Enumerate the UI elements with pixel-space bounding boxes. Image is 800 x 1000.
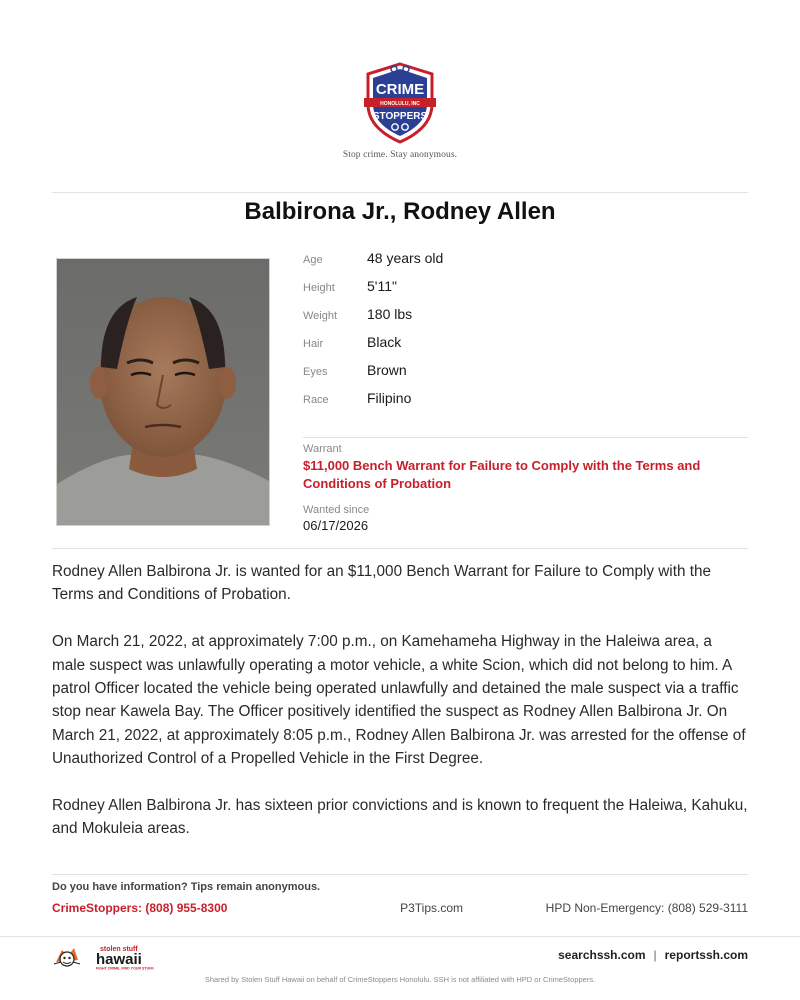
link-separator: | <box>653 948 657 962</box>
disclaimer: Shared by Stolen Stuff Hawaii on behalf of CrimeStoppers Honolulu. SSH is not affiliated with HPD or CrimeStoppers. <box>204 975 596 984</box>
logo-word-bottom: STOPPERS <box>372 111 428 122</box>
detail-value: 180 lbs <box>367 306 413 322</box>
detail-row-height <box>303 278 748 306</box>
detail-label: Height <box>303 282 335 294</box>
detail-row-eyes <box>303 362 748 390</box>
warrant-label: Warrant <box>303 443 342 455</box>
logo-ribbon: HONOLULU, INC <box>380 101 420 107</box>
logo-word-top: CRIME <box>375 81 425 98</box>
stolen-stuff-hawaii-logo <box>52 942 162 975</box>
divider <box>0 936 800 937</box>
reportssh-link[interactable]: reportssh.com <box>664 948 748 962</box>
suspect-name: Balbirona Jr., Rodney Allen <box>244 198 556 225</box>
tips-question: Do you have information? Tips remain anonymous. <box>52 881 321 893</box>
paragraph: On March 21, 2022, at approximately 7:00 p.m., on Kamehameha Highway in the Haleiwa area, a male suspect was unlawfully operating a motor vehicle, a white Scion, which did not belong to him. A patrol Officer located the vehicle being operated unlawfully and detained the male suspect via a traffic stop near Kawela Bay. The Officer positively identified the suspect as Rodney Allen Balbirona Jr. On March 21, 2022, at approximately 8:05 p.m., Rodney Allen Balbirona Jr. was arrested for the offense of Unauthorized Control of a Propelled Vehicle in the First Degree. <box>52 633 746 768</box>
detail-label: Hair <box>303 338 324 350</box>
mugshot-image <box>57 259 269 525</box>
suspect-details <box>303 250 748 418</box>
divider <box>52 548 748 549</box>
footer-links <box>558 948 748 962</box>
header <box>52 60 748 160</box>
detail-label: Weight <box>303 310 338 322</box>
crime-stoppers-logo <box>360 60 440 144</box>
detail-value: Filipino <box>367 390 412 406</box>
detail-row-weight <box>303 306 748 334</box>
detail-value: 48 years old <box>367 250 444 266</box>
case-description <box>52 560 748 864</box>
divider <box>52 192 748 193</box>
warrant-section <box>303 437 748 534</box>
paragraph: Rodney Allen Balbirona Jr. is wanted for an $11,000 Bench Warrant for Failure to Comply with the Terms and Conditions of Probation. <box>52 563 711 604</box>
divider <box>52 874 748 875</box>
detail-value: 5'11" <box>367 278 397 294</box>
ssh-logo-main: hawaii <box>96 951 142 968</box>
p3tips-link[interactable]: P3Tips.com <box>400 901 463 915</box>
warrant-text: $11,000 Bench Warrant for Failure to Comply with the Terms and Conditions of Probation <box>303 458 701 491</box>
paragraph: Rodney Allen Balbirona Jr. has sixteen prior convictions and is known to frequent the Haleiwa, Kahuku, and Mokuleia areas. <box>52 797 748 838</box>
detail-label: Race <box>303 394 329 406</box>
contact-row <box>52 901 748 915</box>
detail-row-race <box>303 390 748 418</box>
crimestoppers-phone[interactable]: CrimeStoppers: (808) 955-8300 <box>52 901 228 915</box>
ssh-mascot-icon <box>54 948 80 966</box>
page <box>52 0 748 1000</box>
hpd-phone[interactable]: HPD Non-Emergency: (808) 529-3111 <box>545 901 748 915</box>
detail-value: Brown <box>367 362 407 378</box>
wanted-since-date: 06/17/2026 <box>303 518 369 533</box>
detail-label: Age <box>303 254 323 266</box>
detail-row-age <box>303 250 748 278</box>
detail-row-hair <box>303 334 748 362</box>
detail-label: Eyes <box>303 366 328 378</box>
tagline: Stop crime. Stay anonymous. <box>342 150 458 160</box>
wanted-since-label: Wanted since <box>303 504 370 516</box>
mugshot-photo <box>56 258 270 526</box>
detail-value: Black <box>367 334 402 350</box>
searchssh-link[interactable]: searchssh.com <box>558 948 646 962</box>
ssh-logo-sub: FIGHT CRIME. FIND YOUR STUFF. <box>96 966 155 970</box>
ssh-logo-top: stolen stuff <box>100 946 138 953</box>
